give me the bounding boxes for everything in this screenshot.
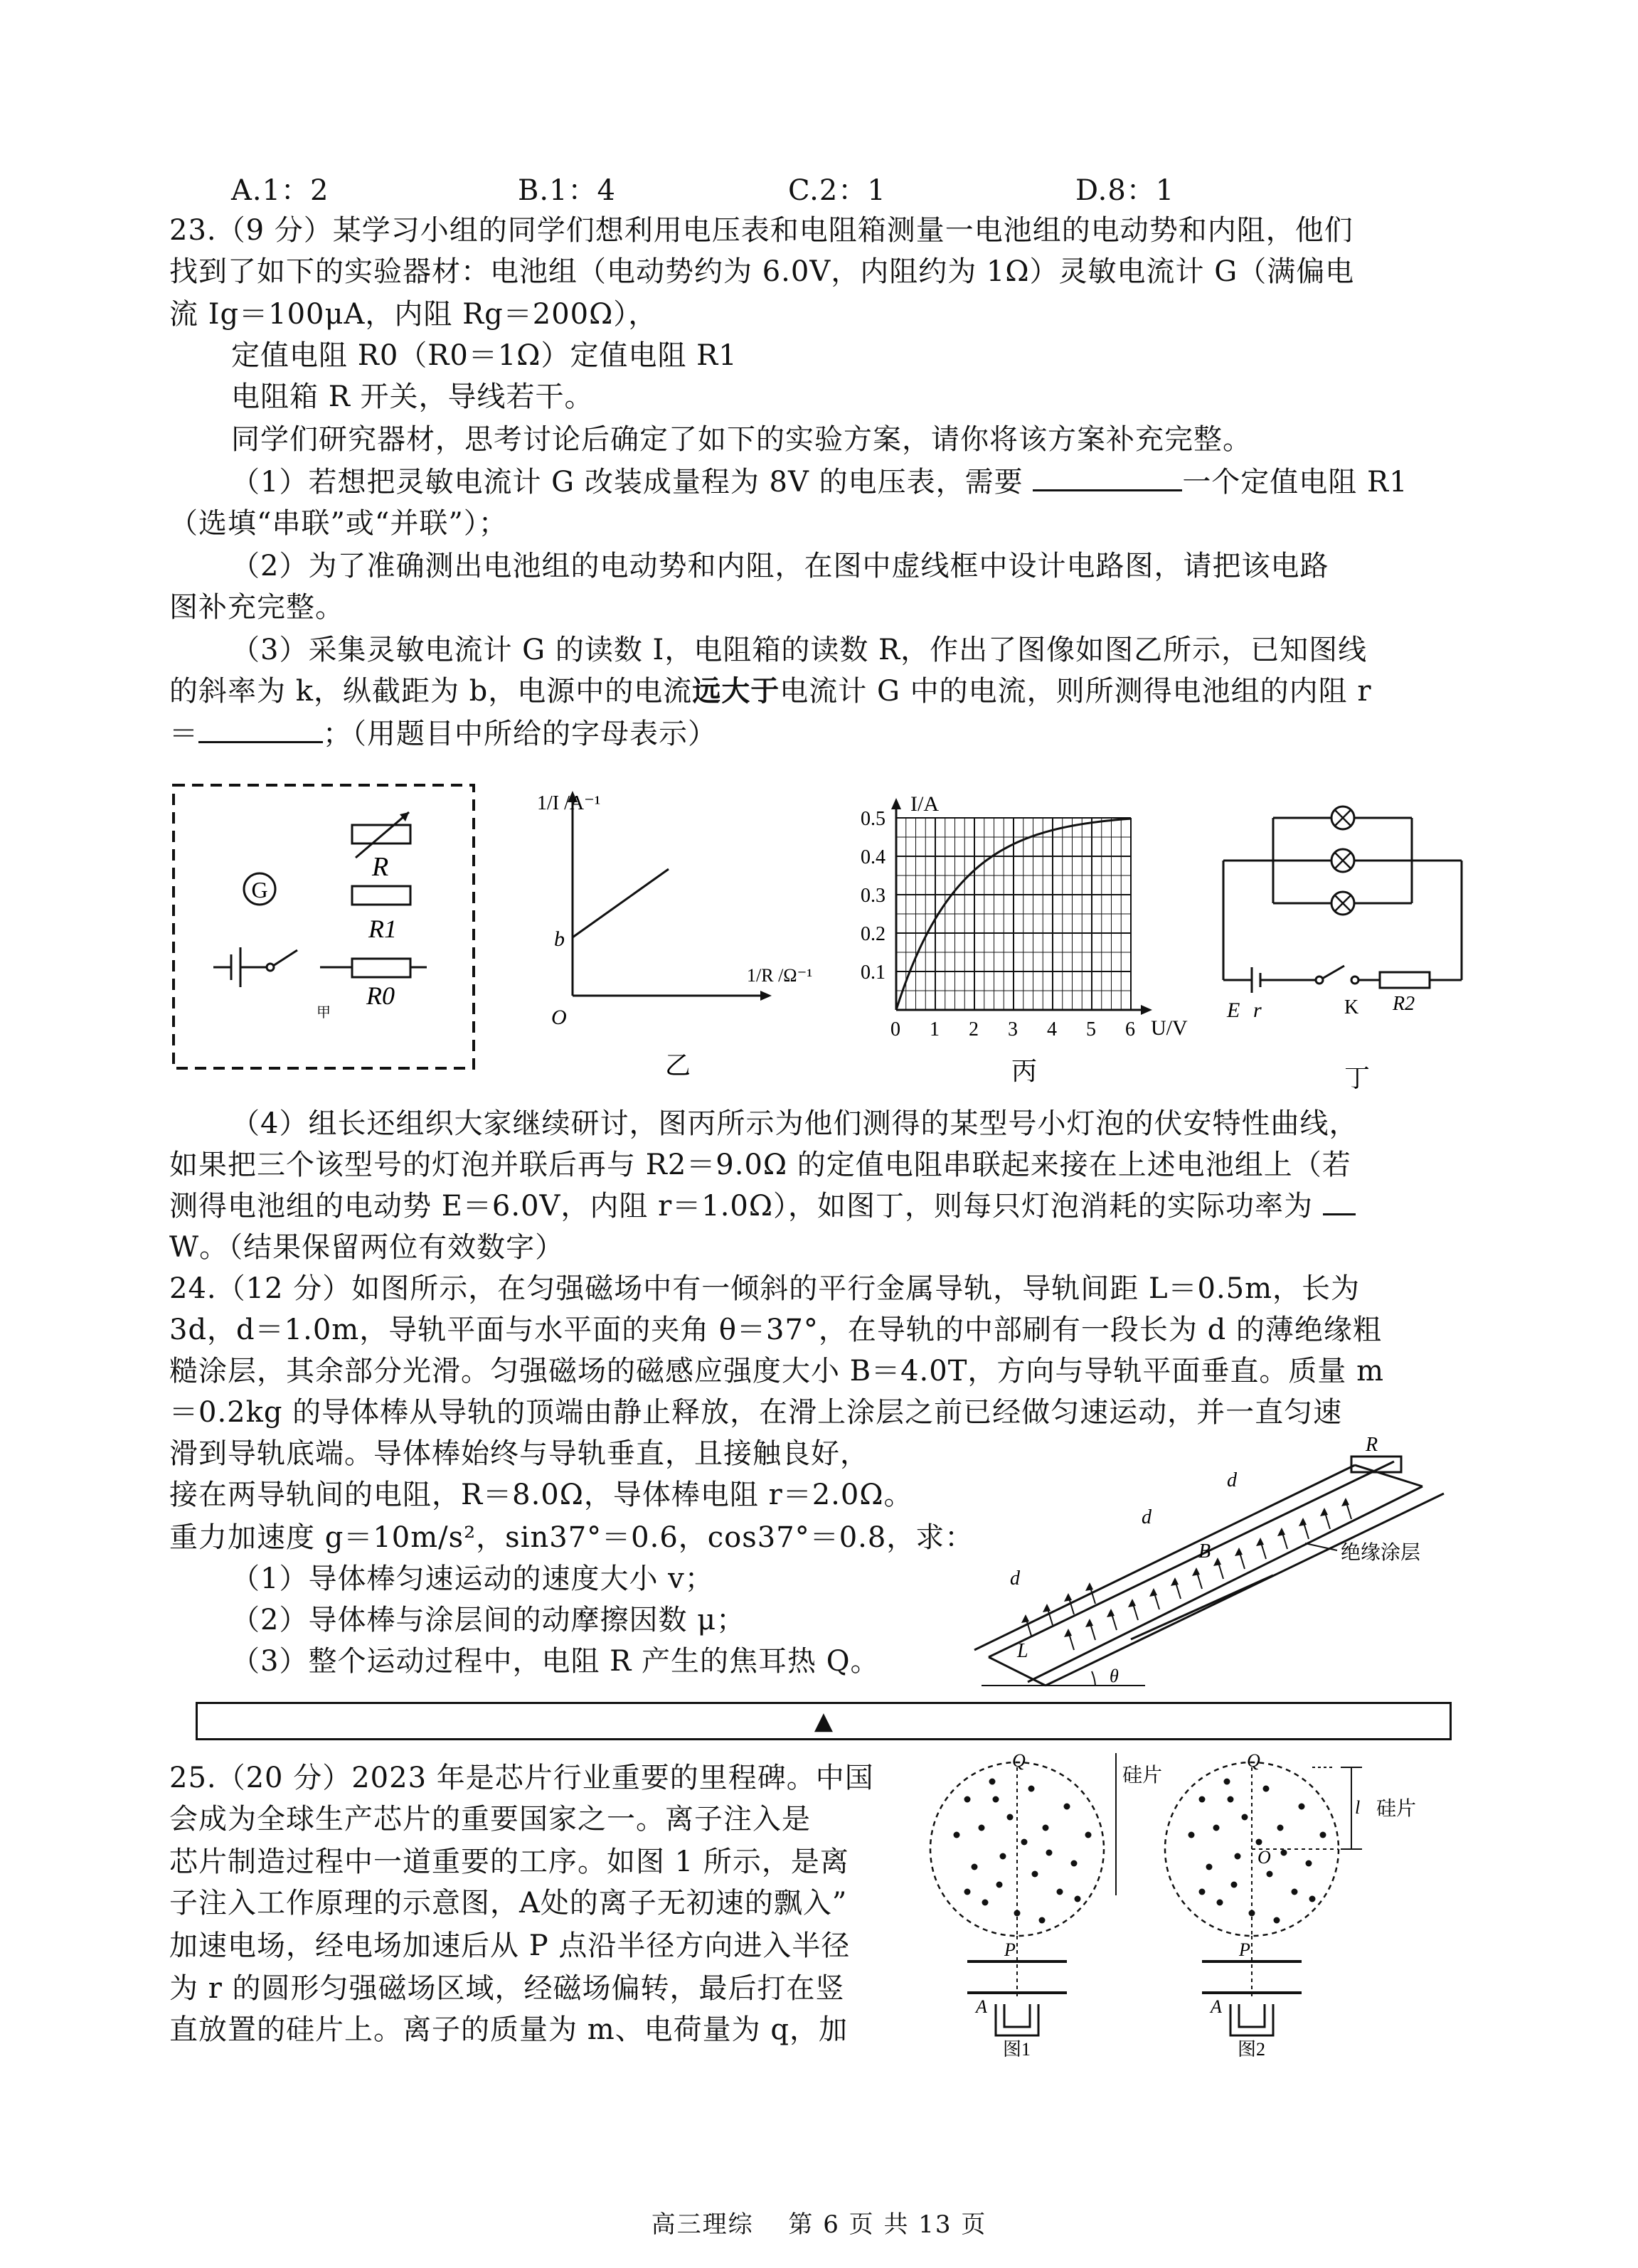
bing-x-tick: 4: [1047, 1018, 1057, 1040]
q23-line-1: 23.（9 分）某学习小组的同学们想利用电压表和电阻箱测量一电池组的电动势和内阻，他们: [169, 214, 1354, 247]
rail-l-label: L: [1017, 1640, 1028, 1662]
rail-coating-label: 绝缘涂层: [1341, 1542, 1421, 1564]
figure-bing: [853, 789, 1209, 1088]
q23-line-16-start: 测得电池组的电动势 E＝6.0V，内阻 r＝1.0Ω），如图丁，则每只灯泡消耗的实际功率为: [169, 1190, 1323, 1223]
q24-line-6: 接在两导轨间的电阻，R＝8.0Ω，导体棒电阻 r＝2.0Ω。: [169, 1479, 913, 1511]
rail-theta-label: θ: [1110, 1666, 1119, 1686]
ding-r2-label: R2: [1393, 993, 1415, 1015]
figure-ding: [1209, 797, 1508, 1095]
ion1-silicon-label: 硅片: [1122, 1764, 1163, 1787]
ion2-a-label: A: [1211, 1996, 1222, 2017]
bing-x-tick: 3: [1008, 1018, 1018, 1040]
rail-d-label-top: d: [1227, 1469, 1237, 1491]
yi-intercept-label: b: [554, 927, 565, 951]
yi-x-label: 1/R /Ω⁻¹: [747, 965, 813, 986]
q23-line-12-end: 电流计 G 中的电流，则所测得电池组的内阻 r: [780, 675, 1372, 708]
q24-line-3: 糙涂层，其余部分光滑。匀强磁场的磁感应强度大小 B＝4.0T，方向与导轨平面垂直。质量 m: [169, 1355, 1385, 1388]
answer-blank-2[interactable]: [198, 741, 323, 743]
q25-line-5: 加速电场，经电场加速后从 P 点沿半径方向进入半径: [169, 1929, 851, 1962]
figure-yi: [523, 768, 813, 1095]
figure-jia-caption: 甲: [317, 1005, 331, 1021]
page-footer: 高三理综 第 6 页 共 13 页: [651, 2210, 987, 2239]
r0-label: R0: [366, 981, 395, 1010]
figure-bing-caption: 丙: [1011, 1057, 1038, 1085]
triangle-icon: ▲: [814, 1707, 834, 1735]
section-divider: [196, 1702, 1452, 1740]
q23-line-7: [231, 462, 1408, 502]
q25-line-4: 子注入工作原理的示意图，A处的离子无初速的飘入”: [169, 1887, 848, 1920]
rail-r-label: R: [1366, 1434, 1378, 1456]
q23-line-7-end: 一个定值电阻 R1: [1182, 466, 1408, 499]
ion1-caption: 图1: [1003, 2039, 1031, 2060]
rail-d-label-bottom: d: [1010, 1567, 1020, 1590]
q23-line-5: 电阻箱 R 开关，导线若干。: [231, 380, 594, 413]
q24-line-2: 3d，d＝1.0m，导轨平面与水平面的夹角 θ＝37°，在导轨的中部刷有一段长为 d 的薄绝缘粗: [169, 1314, 1382, 1346]
ion1-p-label: P: [1004, 1939, 1016, 1960]
q23-line-15: 如果把三个该型号的灯泡并联后再与 R2＝9.0Ω 的定值电阻串联起来接在上述电池组上（若: [169, 1149, 1351, 1181]
figure-yi-caption: 乙: [665, 1051, 691, 1080]
bing-x-tick: 2: [969, 1018, 979, 1040]
q23-line-8: （选填“串联”或“并联”）；: [169, 507, 508, 540]
q23-line-13-end: ；（用题目中所给的字母表示）: [323, 718, 717, 750]
bing-x-tick: 1: [930, 1018, 940, 1040]
figure-ding-caption: 丁: [1344, 1064, 1371, 1092]
q23-line-2: 找到了如下的实验器材：电池组（电动势约为 6.0V，内阻约为 1Ω）灵敏电流计 G（满偏电: [169, 255, 1355, 288]
q23-line-14: （4）组长还组织大家继续研讨，图丙所示为他们测得的某型号小灯泡的伏安特性曲线，: [231, 1107, 1358, 1140]
q24-line-7: 重力加速度 g＝10m/s²，sin37°＝0.6，cos37°＝0.8，求：: [169, 1521, 974, 1554]
bing-y-tick: 0.5: [861, 808, 886, 830]
q24-line-8: （1）导体棒匀速运动的速度大小 v；: [231, 1562, 714, 1595]
q23-line-7-start: （1）若想把灵敏电流计 G 改装成量程为 8V 的电压表，需要: [231, 466, 1033, 499]
q24-line-1: 24.（12 分）如图所示，在匀强磁场中有一倾斜的平行金属导轨，导轨间距 L＝0.5m，长为: [169, 1272, 1361, 1305]
ding-r-label: r: [1253, 999, 1262, 1022]
q24-line-5: 滑到导轨底端。导体棒始终与导轨垂直，且接触良好，: [169, 1437, 869, 1470]
bing-x-tick: 0: [890, 1018, 900, 1040]
q23-line-9: （2）为了准确测出电池组的电动势和内阻，在图中虚线框中设计电路图，请把该电路: [231, 550, 1329, 582]
q25-line-7: 直放置的硅片上。离子的质量为 m、电荷量为 q，加: [169, 2013, 848, 2046]
q23-line-11: （3）采集灵敏电流计 G 的读数 I，电阻箱的读数 R，作出了图像如图乙所示，已知图线: [231, 634, 1368, 666]
bing-y-tick: 0.2: [861, 923, 886, 945]
bing-y-tick: 0.4: [861, 846, 886, 868]
bing-y-label: I/A: [910, 792, 939, 816]
option-c: C.2：1: [788, 174, 886, 207]
answer-blank-3[interactable]: [1323, 1213, 1356, 1215]
q23-line-13-start: ＝: [169, 718, 198, 750]
ion1-q-label: Q: [1012, 1750, 1026, 1771]
q23-line-3: 流 Ig＝100μA，内阻 Rg＝200Ω），: [169, 298, 658, 331]
figure-rail: [960, 1434, 1472, 1693]
q25-line-2: 会成为全球生产芯片的重要国家之一。离子注入是: [169, 1803, 811, 1836]
bing-x-tick: 5: [1086, 1018, 1096, 1040]
bing-y-tick: 0.3: [861, 885, 886, 907]
q23-line-12-start: 的斜率为 k，纵截距为 b，电源中的电流: [169, 675, 693, 708]
rail-b-label: B: [1198, 1540, 1211, 1562]
q23-line-13: [169, 714, 717, 754]
bing-x-label: U/V: [1151, 1016, 1188, 1040]
rheostat-label: R: [372, 852, 389, 882]
r1-label: R1: [368, 915, 397, 943]
bing-x-tick: 6: [1125, 1018, 1135, 1040]
q23-line-12: [169, 671, 1372, 711]
galvanometer-label: G: [251, 877, 268, 903]
q24-line-10: （3）整个运动过程中，电阻 R 产生的焦耳热 Q。: [231, 1645, 880, 1678]
ion2-l-label: l: [1355, 1797, 1361, 1818]
q25-line-1: 25.（20 分）2023 年是芯片行业重要的里程碑。中国: [169, 1762, 874, 1794]
ding-e-label: E: [1227, 999, 1240, 1022]
figure-ion: [925, 1750, 1479, 2060]
yi-origin-label: O: [551, 1006, 567, 1029]
ion1-a-label: A: [976, 1996, 987, 2017]
option-b: B.1：4: [518, 174, 617, 207]
q25-line-6: 为 r 的圆形匀强磁场区域，经磁场偏转，最后打在竖: [169, 1972, 845, 2005]
ion2-silicon-label: 硅片: [1376, 1798, 1417, 1820]
q23-line-17: W。（结果保留两位有效数字）: [169, 1231, 565, 1264]
ding-k-label: K: [1344, 996, 1359, 1018]
ion2-q-label: Q: [1247, 1750, 1260, 1771]
ion2-caption: 图2: [1238, 2039, 1266, 2060]
q23-line-4: 定值电阻 R0（R0＝1Ω）定值电阻 R1: [231, 339, 738, 372]
emphasis-text: 远大于: [692, 674, 780, 708]
q23-line-10: 图补充完整。: [169, 591, 344, 624]
rail-d-label-mid: d: [1142, 1506, 1152, 1528]
q23-line-6: 同学们研究器材，思考讨论后确定了如下的实验方案，请你将该方案补充完整。: [231, 423, 1252, 456]
q25-line-3: 芯片制造过程中一道重要的工序。如图 1 所示，是离: [169, 1846, 849, 1878]
q24-line-4: ＝0.2kg 的导体棒从导轨的顶端由静止释放，在滑上涂层之前已经做匀速运动，并一直匀速: [169, 1396, 1343, 1429]
q24-line-9: （2）导体棒与涂层间的动摩擦因数 μ；: [231, 1604, 746, 1636]
ion2-o-label: O: [1257, 1847, 1271, 1868]
ion2-p-label: P: [1239, 1939, 1250, 1960]
bing-y-tick: 0.1: [861, 962, 886, 984]
yi-y-label: 1/I /A⁻¹: [537, 792, 601, 814]
option-d: D.8：1: [1075, 174, 1175, 207]
q23-line-16: [169, 1186, 1356, 1226]
answer-blank-1[interactable]: [1033, 489, 1182, 491]
option-a: A.1：2: [231, 174, 329, 207]
figure-jia: [171, 782, 477, 1074]
